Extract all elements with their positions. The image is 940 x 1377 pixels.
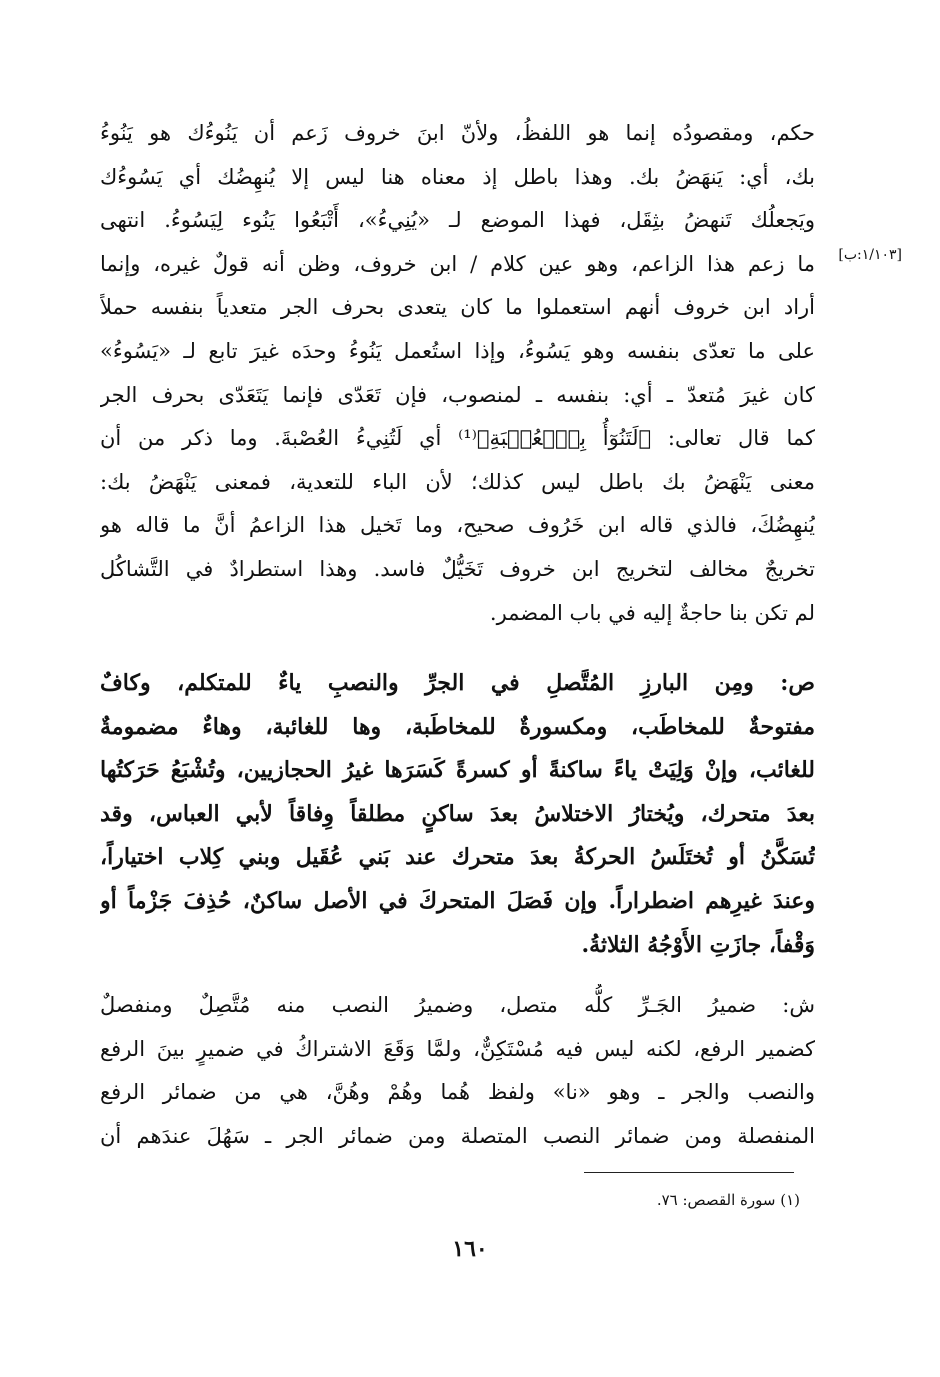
text-line: تخريجٌ مخالف لتخريج ابن خروف تَخَيُّلٌ فاسد. وهذا استطرادٌ في التَّشاكُل	[100, 556, 815, 581]
text-line: تُسَكَّنُ أو تُختَلَسُ الحركةُ بعدَ متحرك عند بَني عُقَيل وبني كِلاب اختياراً،	[100, 844, 815, 871]
text-line: والنصب والجر ـ وهو «نا» ولفظ هُما وهُمْ وهُنَّ، هي من ضمائر الرفع	[100, 1080, 815, 1105]
text-line: بعدَ متحرك، ويُختارُ الاختلاسُ بعدَ ساكنٍ مطلقاً وِفاقاً لأبي العباس، وقد	[100, 800, 815, 827]
text-line: لم تكن بنا حاجةٌ إليه في باب المضمر.	[489, 600, 815, 625]
text-line: كضمير الرفع، لكنه ليس فيه مُسْتَكِنٌّ، ولمَّا وَقَعَ الاشتراكُ في ضميرٍ بينَ الرفع	[100, 1036, 815, 1061]
text-line: ما زعم هذا الزاعم، وهو عين كلام / ابن خروف، وظن أنه قولٌ غيره، وإنما	[100, 251, 815, 276]
text-line: كان غيرَ مُتعدّ ـ أي: بنفسه ـ لمنصوب، فإن تَعَدّى فإنما يَتَعَدّى بحرف الجر	[100, 382, 815, 407]
footnote: (١) سورة القصص: ٧٦.	[656, 1191, 800, 1209]
text-line: على ما تعدّى بنفسه وهو يَسُوءُ، وإذا استُعمل يَنُوءُ وحدَه غيرَ تابع لـ «يَسُوءُ»	[100, 338, 815, 363]
matn-paragraph	[100, 662, 815, 967]
text-line: للغائب، وإنْ وَلِيَتْ ياءً ساكنةً أو كسرةً كَسَرَها غيرُ الحجازيين، وتُشْبَعُ حَرَكتُها	[100, 757, 815, 784]
text-line: مفتوحةٌ للمخاطَب، ومكسورةٌ للمخاطَبة، وها للغائبة، وهاءٌ مضمومةٌ	[100, 713, 815, 740]
text-line: حكم، ومقصودُه إنما هو اللفظُ، ولأنّ ابنَ خروف زَعم أن يَنُوءُك هو يَنُوءُ	[100, 121, 815, 145]
sharh-paragraph	[100, 984, 815, 1158]
page-number: ١٦٠	[452, 1236, 488, 1262]
text-line: أراد ابن خروف أنهم استعملوا ما كان يتعدى بحرف الجر متعدياً بنفسه حملاً	[100, 295, 815, 320]
text-line: ص: ومِن البارزِ المُتَّصلِ في الجرِّ والنصبِ ياءٌ للمتكلم، وكافٌ	[100, 670, 815, 696]
manuscript-folio-reference: [١/١٠٣:ب]	[838, 247, 902, 263]
text-line: يُنهِضُكَ، فالذي قاله ابن خَرُوف صحيح، وما تَخيل هذا الزاعمُ أنَّ ما قاله هو	[100, 513, 815, 538]
text-line: كما قال تعالى: ﴿لَتَنُوٓأُ بِٱلۡعُصۡبَةِ﴾⁽¹⁾ أي لَتُنِيءُ العُصْبةَ. وما ذكر من أن	[100, 426, 815, 451]
commentary-paragraph	[100, 112, 815, 635]
text-line: المنفصلة ومن ضمائر النصب المتصلة ومن ضمائر الجر ـ سَهُلَ عندَهم أن	[100, 1123, 815, 1148]
footnote-divider	[584, 1172, 794, 1173]
text-line: معنى يَنْهَضُ بك باطل ليس كذلك؛ لأن الباء للتعدية، فمعنى يَنْهَضُ بك:	[100, 469, 815, 494]
text-line: وَقْفاً، جازَتِ الأَوْجُهُ الثلاثةُ.	[581, 931, 815, 958]
text-line: ويَجعلُك تَنهضُ بثِقَل، فهذا الموضع لـ «يُنِيءُ»، أَتْبَعُوا يَنُوء لِيَسُوءُ. انتهى	[100, 208, 815, 233]
text-line: وعندَ غيرِهم اضطراراً. وإن فَصَلَ المتحركَ في الأصل ساكنٌ، حُذِفَ جَزْماً أو	[100, 887, 815, 914]
text-line: ش: ضميرُ الجَـرِّ كلُّه متصل، وضميرُ النصب منه مُتَّصِلٌ ومنفصلٌ	[100, 993, 815, 1017]
text-line: بك، أي: يَنهَضُ بك. وهذا باطل إذ معناه هنا ليس إلا يُنهِضُك أي يَسُوءُك	[100, 164, 815, 189]
